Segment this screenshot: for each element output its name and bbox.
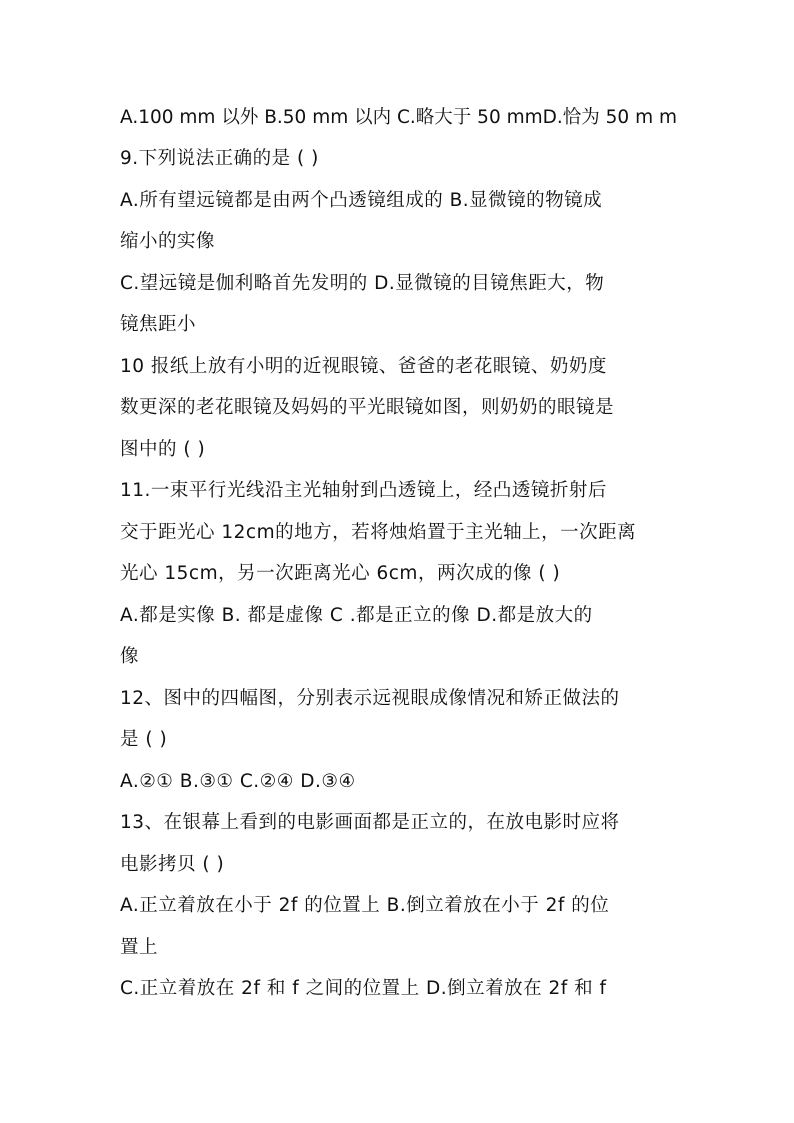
question-11-options-cont: 像 bbox=[120, 646, 140, 667]
question-9-options-2: C.望远镜是伽利略首先发明的 D.显微镜的目镜焦距大，物 bbox=[120, 273, 605, 294]
question-13-line-2: 电影拷贝 ( ) bbox=[120, 854, 225, 875]
question-10-line-1: 10 报纸上放有小明的近视眼镜、爸爸的老花眼镜、奶奶度 bbox=[120, 356, 607, 377]
question-11-line-3: 光心 15cm，另一次距离光心 6cm，两次成的像 ( ) bbox=[120, 563, 561, 584]
question-11-line-2: 交于距光心 12cm的地方，若将烛焰置于主光轴上，一次距离 bbox=[120, 522, 637, 543]
question-13-line-1: 13、在银幕上看到的电影画面都是正立的，在放电影时应将 bbox=[120, 812, 620, 833]
question-9-options-1: A.所有望远镜都是由两个凸透镜组成的 B.显微镜的物镜成 bbox=[120, 190, 603, 211]
question-13-options-1-cont: 置上 bbox=[120, 937, 159, 958]
question-10-line-3: 图中的 ( ) bbox=[120, 439, 206, 460]
question-13-options-1: A.正立着放在小于 2f 的位置上 B.倒立着放在小于 2f 的位 bbox=[120, 895, 610, 916]
question-11-line-1: 11.一束平行光线沿主光轴射到凸透镜上，经凸透镜折射后 bbox=[120, 480, 607, 501]
question-12-options: A.②① B.③① C.②④ D.③④ bbox=[120, 771, 356, 792]
question-10-line-2: 数更深的老花眼镜及妈妈的平光眼镜如图，则奶奶的眼镜是 bbox=[120, 397, 615, 418]
question-9-options-2-cont: 镜焦距小 bbox=[120, 314, 197, 335]
question-13-options-2: C.正立着放在 2f 和 f 之间的位置上 D.倒立着放在 2f 和 f bbox=[120, 978, 607, 999]
question-9-options-1-cont: 缩小的实像 bbox=[120, 231, 216, 252]
question-12-line-1: 12、图中的四幅图，分别表示远视眼成像情况和矫正做法的 bbox=[120, 688, 620, 709]
question-11-options: A.都是实像 B. 都是虚像 C .都是正立的像 D.都是放大的 bbox=[120, 605, 593, 626]
question-9: 9.下列说法正确的是 ( ) bbox=[120, 148, 319, 169]
question-12-line-2: 是 ( ) bbox=[120, 729, 168, 750]
option-line-q8: A.100 mm 以外 B.50 mm 以内 C.略大于 50 mmD.恰为 50 m m bbox=[120, 107, 677, 128]
